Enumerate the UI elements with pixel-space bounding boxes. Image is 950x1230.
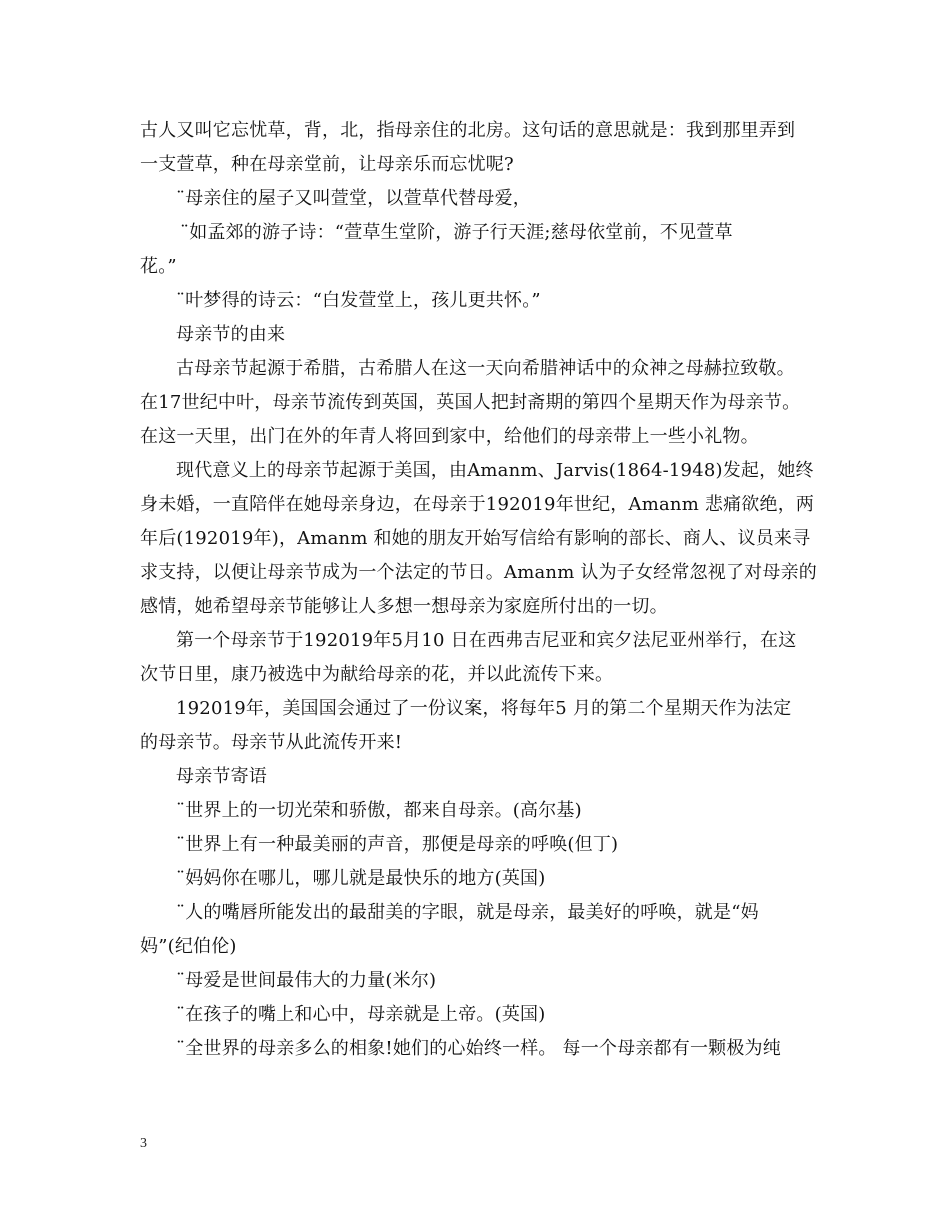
text-line: ¨叶梦得的诗云：“白发萱堂上，孩儿更共怀。” (176, 290, 541, 311)
section-heading: 母亲节的由来 (176, 324, 286, 345)
document-body (140, 114, 816, 1066)
text-line: 在17世纪中叶，母亲节流传到英国，英国人把封斋期的第四个星期天作为母亲节。 (140, 392, 801, 413)
text-line: 身未婚，一直陪伴在她母亲身边，在母亲于192019年世纪，Amanm 悲痛欲绝，两 (140, 494, 815, 515)
text-line: ¨世界上的一切光荣和骄傲，都来自母亲。(高尔基) (176, 800, 582, 821)
text-line: ¨母亲住的屋子又叫萱堂，以萱草代替母爱， (176, 188, 531, 209)
text-line: ¨妈妈你在哪儿，哪儿就是最快乐的地方(英国) (176, 868, 546, 889)
text-line: 在这一天里，出门在外的年青人将回到家中，给他们的母亲带上一些小礼物。 (140, 426, 759, 447)
text-line: 次节日里，康乃被选中为献给母亲的花，并以此流传下来。 (140, 664, 614, 685)
text-line: 花。” (140, 256, 177, 277)
text-line: 古母亲节起源于希腊，古希腊人在这一天向希腊神话中的众神之母赫拉致敬。 (176, 358, 795, 379)
text-line: 感情，她希望母亲节能够让人多想一想母亲为家庭所付出的一切。 (140, 596, 668, 617)
text-line: ¨母爱是世间最伟大的力量(米尔) (176, 970, 437, 991)
text-line: ¨在孩子的嘴上和心中，母亲就是上帝。(英国) (176, 1004, 546, 1025)
text-line: 古人又叫它忘忧草，背，北，指母亲住的北房。这句话的意思就是：我到那里弄到 (140, 120, 796, 141)
text-line: 年后(192019年)，Amanm 和她的朋友开始写信给有影响的部长、商人、议员来寻 (140, 528, 811, 549)
text-line: 192019年，美国国会通过了一份议案，将每年5 月的第二个星期天作为法定 (176, 698, 792, 719)
text-line: 妈”(纪伯伦) (140, 936, 237, 957)
text-line: ¨全世界的母亲多么的相象!她们的心始终一样。 每一个母亲都有一颗极为纯 (176, 1038, 781, 1059)
text-line: 一支萱草，种在母亲堂前，让母亲乐而忘忧呢? (140, 154, 514, 175)
section-heading: 母亲节寄语 (176, 766, 267, 787)
text-line: ¨人的嘴唇所能发出的最甜美的字眼，就是母亲，最美好的呼唤，就是“妈 (176, 902, 759, 923)
text-line: 现代意义上的母亲节起源于美国，由Amanm、Jarvis(1864-1948)发起，她终 (176, 460, 814, 481)
text-line: ¨世界上有一种最美丽的声音，那便是母亲的呼唤(但丁) (176, 834, 619, 855)
text-line: 求支持，以便让母亲节成为一个法定的节日。Amanm 认为子女经常忽视了对母亲的 (140, 562, 817, 583)
text-line: ¨如孟郊的游子诗：“萱草生堂阶，游子行天涯;慈母依堂前，不见萱草 (180, 222, 733, 243)
text-line: 第一个母亲节于192019年5月10 日在西弗吉尼亚和宾夕法尼亚州举行，在这 (176, 630, 797, 651)
text-line: 的母亲节。母亲节从此流传开来! (140, 732, 403, 753)
page-number: 3 (140, 1136, 147, 1151)
